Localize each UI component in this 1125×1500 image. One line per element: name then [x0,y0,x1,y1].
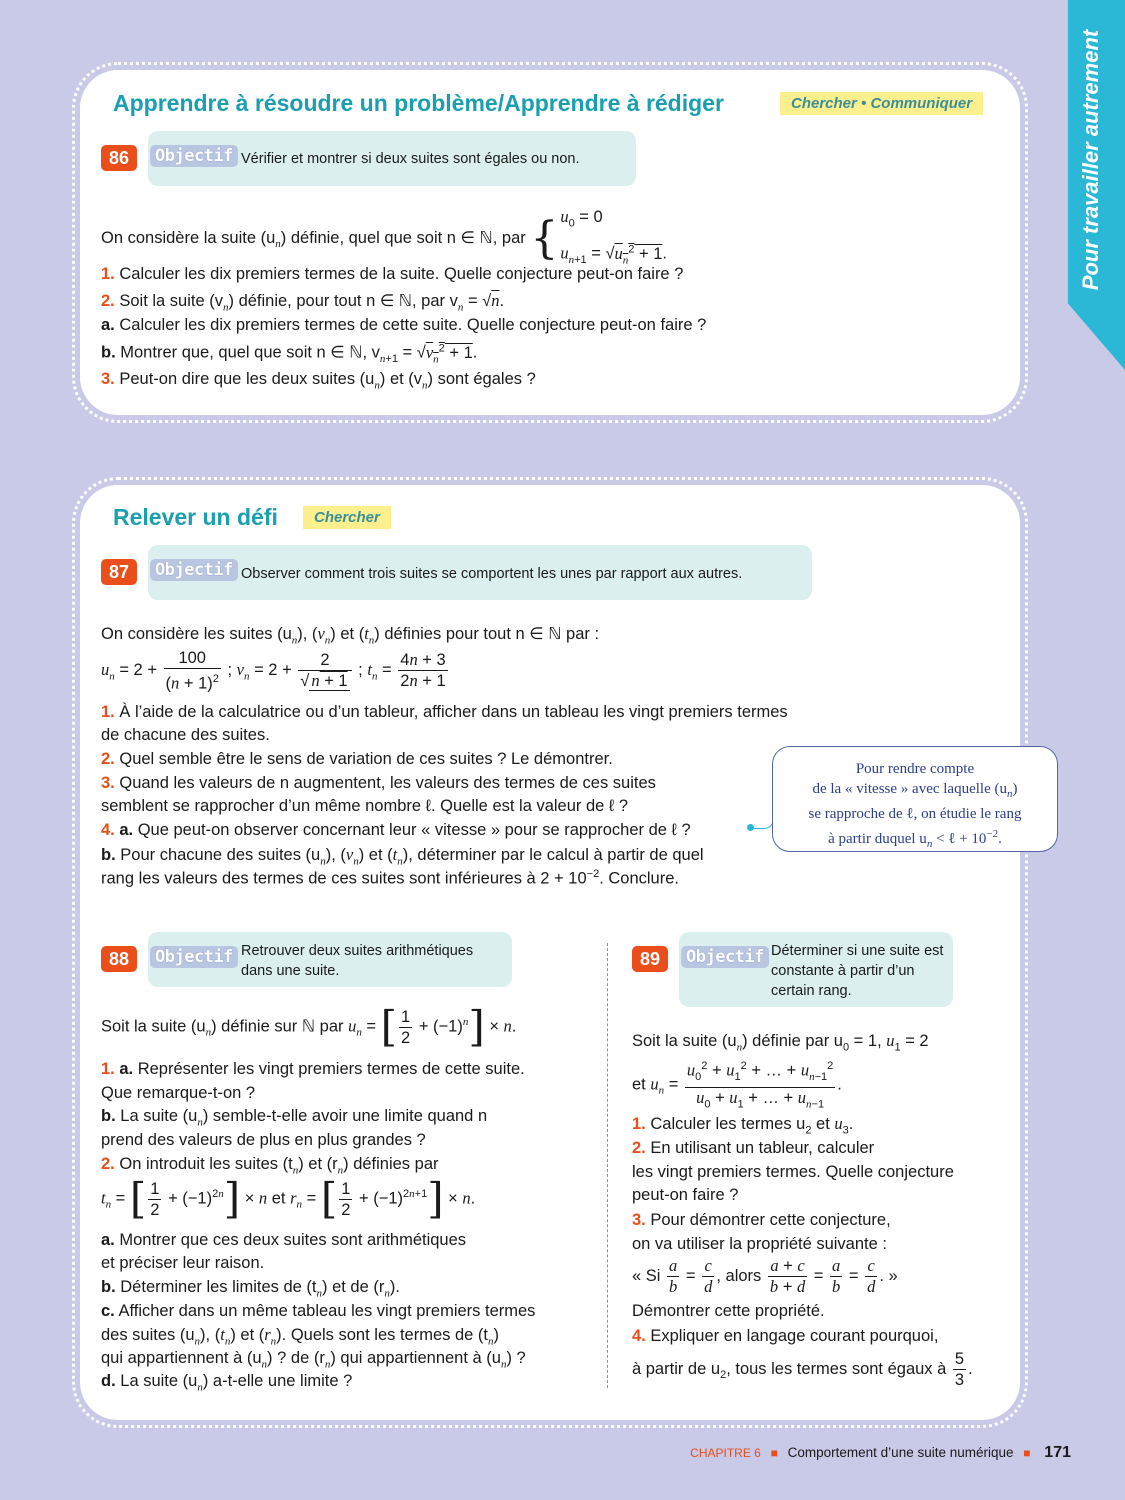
ex87-formulas: $u_n = 2$ + $\frac{100}{(n + 1)^2}$ ; $v_n = 2$ + $\frac{2}{√ n + 1}$ ; $t_n$ = $\frac{4n + 3}{2n + 1}$ [101,649,446,693]
objective-label-86: Objectif [150,145,238,167]
ex87-q2: 2. Quel semble être le sens de variation de ces suites ? Le démontrer. [101,750,613,768]
ex89-q4: 4. Expliquer en langage courant pourquoi, [632,1327,939,1345]
objective-text-87: Observer comment trois suites se comportent les unes par rapport aux autres. [241,566,743,582]
ex89-q2b: les vingt premiers termes. Quelle conjecture [632,1163,954,1181]
page-footer [690,1444,1071,1462]
footer-square-icon-2: ■ [1023,1446,1031,1460]
callout-dot [747,824,754,831]
ex88-q2c: c. Afficher dans un même tableau les vingt premiers termes [101,1302,536,1320]
ex88-intro: Soit la suite $(u_n)$ définie sur ℕ par $u_n$ = [ $\frac{1}{2}$ + $(-1)^n] \times n$. [101,1002,517,1051]
ex87-q3b: semblent se rapprocher d’un même nombre ℓ. Quelle est la valeur de ℓ ? [101,797,629,815]
ex88-q1b3: prend des valeurs de plus en plus grandes ? [101,1131,426,1149]
ex88-q1b: b. La suite $(u_n)$ semble-t-elle avoir une limite quand n [101,1107,488,1129]
section-title-2: Relever un défi [113,504,278,530]
ex87-q1: 1. À l’aide de la calculatrice ou d’un tableur, afficher dans un tableau les vingt premiers termes [101,703,788,721]
objective-label-88: Objectif [150,946,238,968]
ex87-intro: On considère les suites $(u_n)$, $(v_n)$ et $(t_n)$ définies pour tout n ∈ ℕ par : [101,624,600,647]
footer-title: Comportement d’une suite numérique [787,1445,1014,1460]
section-title-1: Apprendre à résoudre un problème/Apprendre à rédiger [113,90,724,116]
hint-callout: Pour rendre compte de la « vitesse » avec laquelle $(u_n)$ se rapproche de ℓ, on étudie le rang à partir duquel $u_n$ < ℓ + $10^{-2}$. [772,746,1058,852]
exercise-number-88: 88 [101,946,137,972]
exercise-number-86: 86 [101,145,137,171]
ex89-q3d: Démontrer cette propriété. [632,1302,825,1320]
objective-text-86: Vérifier et montrer si deux suites sont égales ou non. [241,151,580,167]
ex89-q3b: on va utiliser la propriété suivante : [632,1235,887,1253]
exercise-number-89: 89 [632,946,668,972]
objective-text-89: Déterminer si une suite est constante à partir d’un certain rang. [771,943,944,999]
footer-chapter: CHAPITRE 6 [690,1446,761,1460]
ex89-formula: et $u_n$ = $\frac{u_0^2 + u_1^2 + \dots + u_{n-1}^2}{u_0 + u_1 + \dots + u_{n-1}}$ . [632,1056,842,1114]
column-divider [607,943,608,1388]
exercise-number-87: 87 [101,559,137,585]
ex87-q3: 3. Quand les valeurs de n augmentent, les valeurs des termes de ces suites [101,774,656,792]
section-tag-2: Chercher [303,506,391,529]
ex88-q2a: a. Montrer que ces deux suites sont arithmétiques [101,1231,467,1249]
ex88-q2d: d. La suite $(u_n)$ a-t-elle une limite ? [101,1372,353,1394]
ex89-intro: Soit la suite $(u_n)$ définie par $u_0 = 1$, $u_1 = 2$ [632,1031,929,1054]
ex86-q2b: b. Montrer que, quel que soit n ∈ ℕ, $v_{n+1} = √v_n^2 + 1$. [101,342,478,365]
ex89-property: « Si $\frac{a}{b}$ = $\frac{c}{d}$ , alors $\frac{a + c}{b + d}$ = $\frac{a}{b}$ = $\frac{c}{d}$ . » [632,1256,898,1296]
section-tag-1: Chercher • Communiquer [780,92,983,115]
ex88-q2c2: des suites $(u_n)$, $(t_n)$ et $(r_n)$. Quels sont les termes de $(t_n)$ [101,1325,499,1348]
ex89-q2: 2. En utilisant un tableur, calculer [632,1139,875,1157]
ex88-q1a2: Que remarque-t-on ? [101,1084,256,1102]
objective-text-88: Retrouver deux suites arithmétiques dans une suite. [241,943,474,979]
ex86-q1: 1. Calculer les dix premiers termes de la suite. Quelle conjecture peut-on faire ? [101,265,684,283]
ex88-q2a2: et préciser leur raison. [101,1254,265,1272]
ex88-formulas: $t_n$ = [ $\frac{1}{2}$ + $(-1)^{2n}] \times n$ et $r_n$ = [ $\frac{1}{2}$ + $(-1)^{2n+1}] \times n$. [101,1174,476,1223]
ex88-q1a: 1. a. Représenter les vingt premiers termes de cette suite. [101,1060,525,1078]
objective-label-87: Objectif [150,559,238,581]
footer-square-icon: ■ [770,1446,778,1460]
ex86-q2: 2. Soit la suite $(v_n)$ définie, pour tout n ∈ ℕ, par $v_n = √n$. [101,291,505,314]
ex88-q2b: b. Déterminer les limites de $(t_n)$ et de $(r_n)$. [101,1278,400,1300]
side-tab-label: Pour travailler autrement [1078,29,1103,291]
ex87-q4a: 4. a. Que peut-on observer concernant leur « vitesse » pour se rapprocher de ℓ ? [101,821,691,839]
ex88-q2: 2. On introduit les suites $(t_n)$ et $(r_n)$ définies par [101,1155,439,1177]
ex88-q2c4: qui appartiennent à $(u_n)$ ? de $(r_n)$ qui appartiennent à $(u_n)$ ? [101,1349,526,1371]
objective-label-89: Objectif [681,946,769,968]
ex86-intro: On considère la suite $(u_n)$ définie, quel que soit n ∈ ℕ, par { $u_0 = 0$ $u_{n+1} = √u_n^2 + 1$. [101,207,667,267]
ex89-q3: 3. Pour démontrer cette conjecture, [632,1211,891,1229]
ex89-q2c: peut-on faire ? [632,1186,739,1204]
ex86-q2a: a. Calculer les dix premiers termes de cette suite. Quelle conjecture peut-on faire ? [101,316,707,334]
ex87-q4b-cont: rang les valeurs des termes de ces suites sont inférieures à $2 + 10^{-2}$. Conclure. [101,868,679,888]
ex89-q4b: à partir de $u_2$, tous les termes sont égaux à $\frac{5}{3}$ . [632,1350,973,1389]
ex89-q1: 1. Calculer les termes $u_2$ et $u_3$. [632,1114,854,1137]
ex87-q4b: b. Pour chacune des suites $(u_n)$, $(v_n)$ et $(t_n)$, déterminer par le calcul à partir de quel [101,845,704,868]
page-number: 171 [1044,1444,1071,1461]
ex87-q1b: de chacune des suites. [101,726,270,744]
ex86-q3: 3. Peut-on dire que les deux suites $(u_n)$ et $(v_n)$ sont égales ? [101,370,536,392]
